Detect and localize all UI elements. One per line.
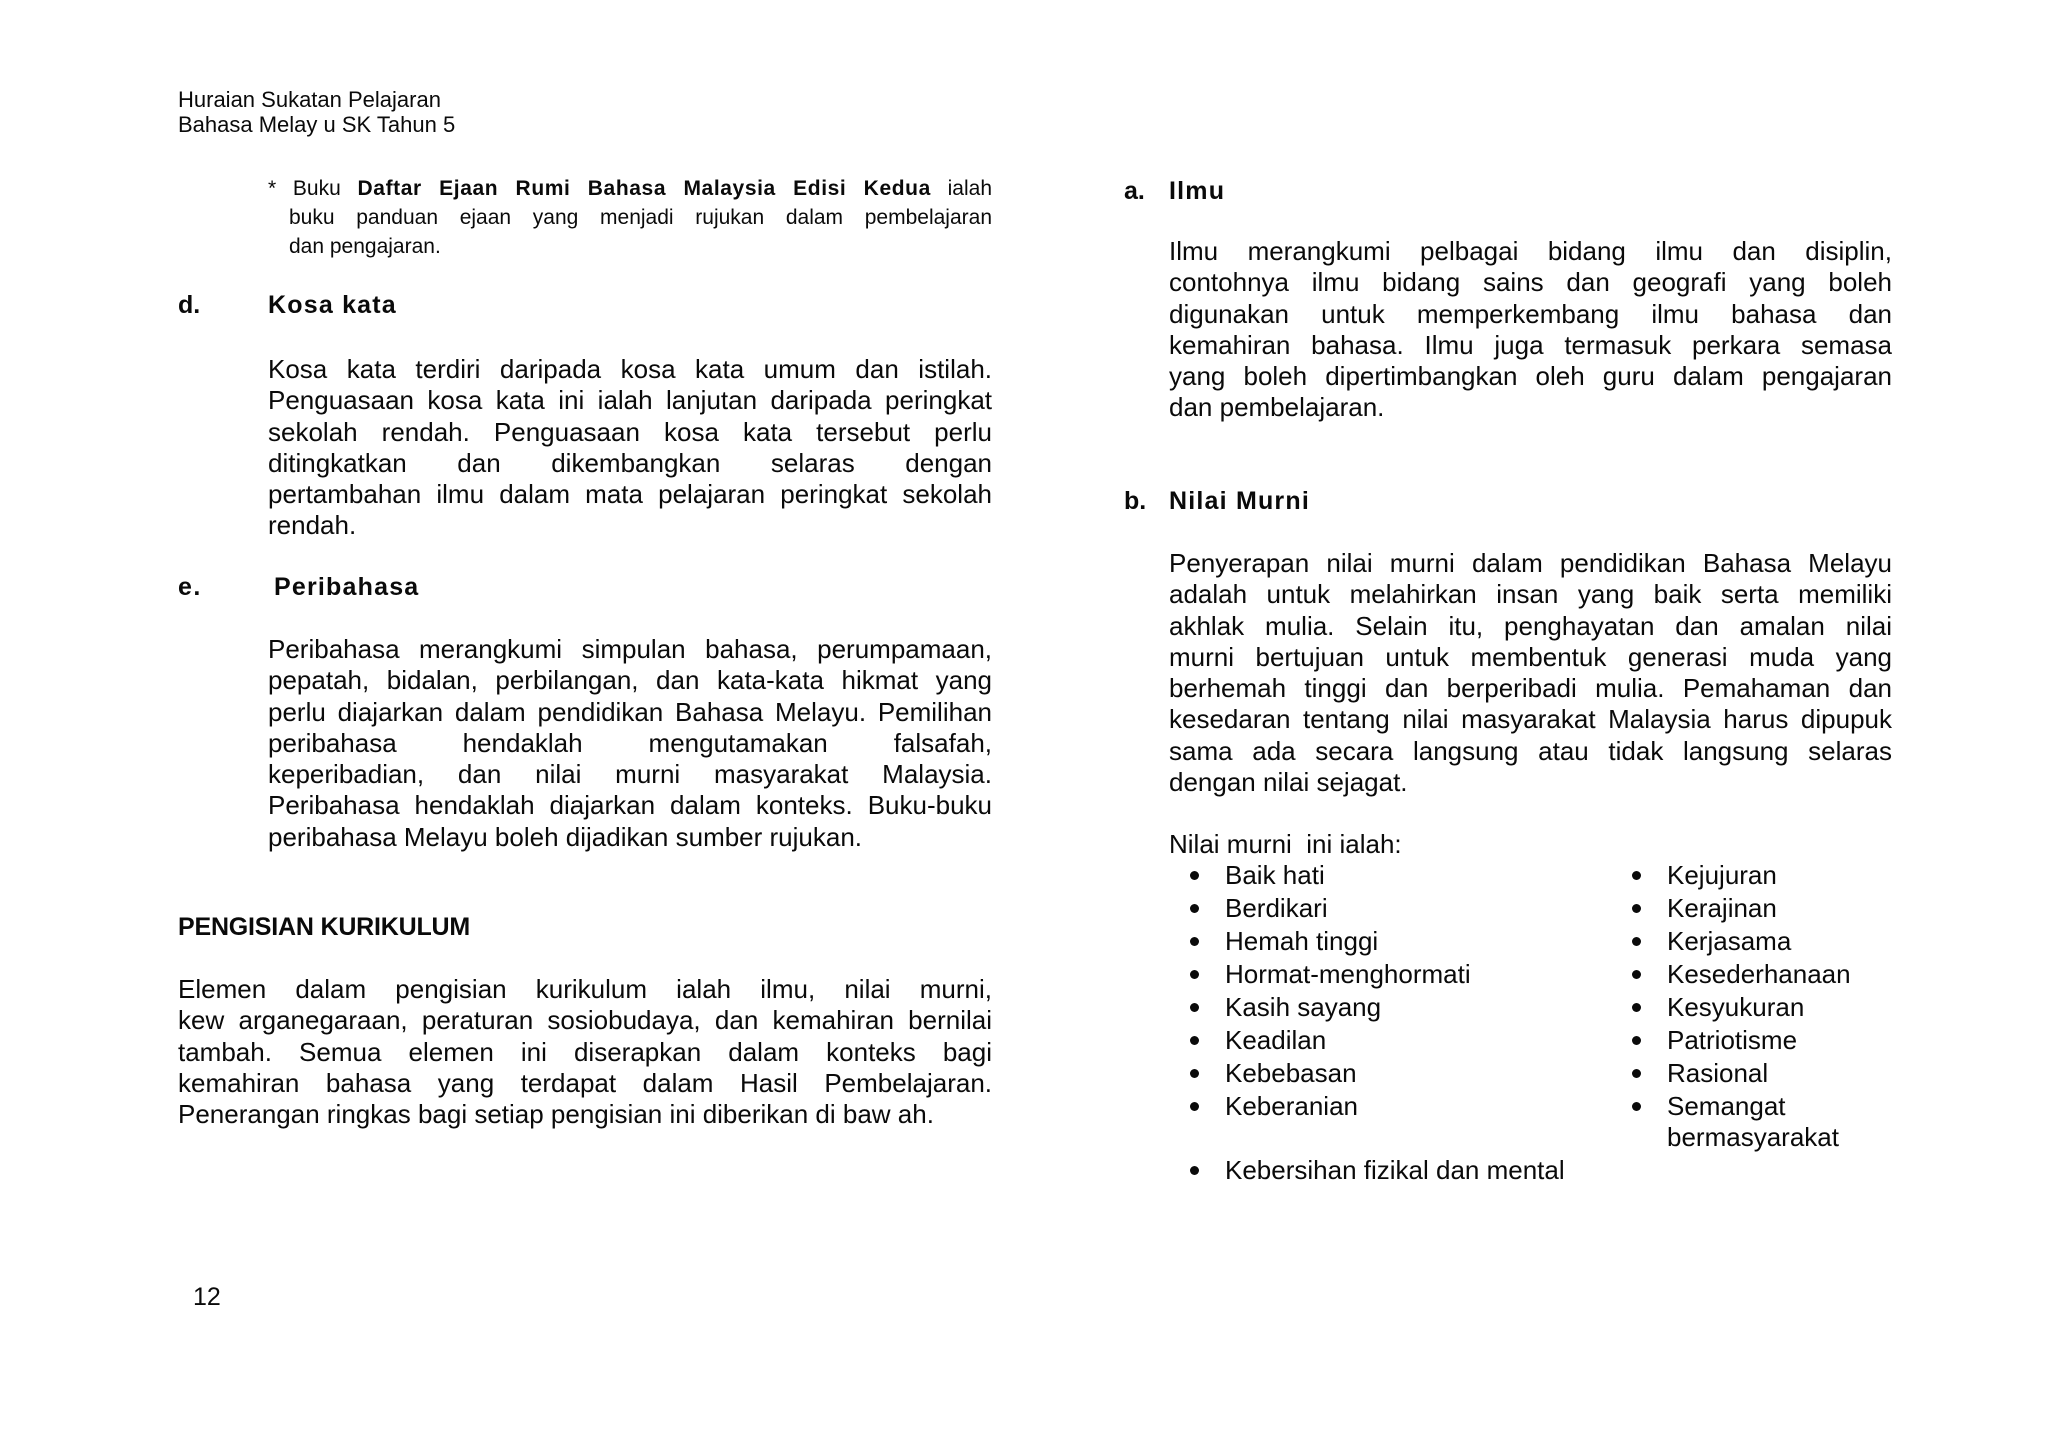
page-number: 12 xyxy=(193,1283,221,1311)
paragraph-line: Peribahasa merangkumi simpulan bahasa, perumpamaan, xyxy=(268,634,992,664)
peribahasa-paragraph xyxy=(268,634,992,853)
list-item xyxy=(1632,893,1900,924)
paragraph-line: kew arganegaraan, peraturan sosiobudaya, dan kemahiran bernilai xyxy=(178,1005,992,1036)
section-marker-e: e. xyxy=(178,573,202,601)
list-item-label: Kerajinan xyxy=(1667,892,1777,923)
spelling-book-note xyxy=(268,174,992,203)
bullet-icon xyxy=(1632,904,1641,913)
bullet-icon xyxy=(1190,871,1199,880)
section-heading-peribahasa: Peribahasa xyxy=(274,573,420,601)
list-item-label: Kesederhanaan xyxy=(1667,958,1851,989)
note-line xyxy=(268,174,992,203)
curriculum-paragraph xyxy=(178,974,992,1130)
paragraph-line: kesedaran tentang nilai masyarakat Malaysia harus dipupuk xyxy=(1169,704,1892,735)
list-item xyxy=(1190,893,1632,924)
note-prefix: * Buku xyxy=(268,177,341,200)
paragraph-line: dan pembelajaran. xyxy=(1169,392,1385,423)
bullet-icon xyxy=(1190,937,1199,946)
paragraph-line: ditingkatkan dan dikembangkan selaras dengan xyxy=(268,447,992,478)
bullet-icon xyxy=(1632,1036,1641,1045)
bullet-icon xyxy=(1632,1003,1641,1012)
section-heading-ilmu: Ilmu xyxy=(1169,177,1226,205)
section-heading-nilai-murni: Nilai Murni xyxy=(1169,487,1310,515)
list-item xyxy=(1632,926,1900,957)
running-header xyxy=(178,87,455,137)
list-item-label: Kesyukuran xyxy=(1667,991,1805,1022)
curriculum-heading: PENGISIAN KURIKULUM xyxy=(178,913,471,941)
bullet-icon xyxy=(1632,1069,1641,1078)
list-item-label: Kasih sayang xyxy=(1225,991,1382,1022)
paragraph-line: sekolah rendah. Penguasaan kosa kata tersebut perlu xyxy=(268,416,992,447)
paragraph-line: sama ada secara langsung atau tidak langsung selaras xyxy=(1169,735,1892,766)
paragraph-line: keperibadian, dan nilai murni masyarakat Malaysia. xyxy=(268,759,992,790)
bullet-icon xyxy=(1190,970,1199,979)
ilmu-paragraph xyxy=(1169,236,1892,424)
paragraph-line: kemahiran bahasa yang terdapat dalam Hasil Pembelajaran. xyxy=(178,1067,992,1098)
list-item xyxy=(1632,1091,1900,1154)
section-marker-d: d. xyxy=(178,291,201,319)
kosa-kata-paragraph xyxy=(268,354,992,542)
list-item-label: Rasional xyxy=(1667,1057,1769,1088)
bullet-icon xyxy=(1190,1003,1199,1012)
paragraph-line: digunakan untuk memperkembang ilmu bahasa dan xyxy=(1169,298,1892,329)
paragraph-line: dengan nilai sejagat. xyxy=(1169,767,1408,798)
list-item-label: Kebersihan fizikal dan mental xyxy=(1225,1155,1565,1186)
paragraph-line: Ilmu merangkumi pelbagai bidang ilmu dan disiplin, xyxy=(1169,236,1892,266)
paragraph-line: adalah untuk melahirkan insan yang baik serta memiliki xyxy=(1169,579,1892,610)
paragraph-line: pepatah, bidalan, perbilangan, dan kata-kata hikmat yang xyxy=(268,665,992,696)
paragraph-line: peribahasa Melayu boleh dijadikan sumber rujukan. xyxy=(268,821,863,852)
list-item-label: Keadilan xyxy=(1225,1024,1327,1055)
list-item-label: Baik hati xyxy=(1225,860,1325,890)
paragraph-line: Elemen dalam pengisian kurikulum ialah ilmu, nilai murni, xyxy=(178,974,992,1004)
section-marker-a: a. xyxy=(1124,177,1145,205)
list-item-label: Kejujuran xyxy=(1667,860,1777,890)
list-item xyxy=(1632,1025,1900,1056)
paragraph-line: perlu diajarkan dalam pendidikan Bahasa Melayu. Pemilihan xyxy=(268,696,992,727)
bullet-icon xyxy=(1190,1036,1199,1045)
note-line: dan pengajaran. xyxy=(289,235,441,258)
note-suffix: ialah xyxy=(947,177,992,200)
list-item xyxy=(1190,959,1632,990)
list-item xyxy=(1190,992,1632,1023)
paragraph-line: Peribahasa hendaklah diajarkan dalam konteks. Buku-buku xyxy=(268,790,992,821)
note-book-title: Daftar Ejaan Rumi Bahasa Malaysia Edisi Kedua xyxy=(357,177,931,200)
list-item-label: Hemah tinggi xyxy=(1225,925,1379,956)
bullet-icon xyxy=(1190,1166,1199,1175)
list-item xyxy=(1190,1155,1632,1186)
list-item xyxy=(1190,1058,1632,1089)
paragraph-line: berhemah tinggi dan berperibadi mulia. Pemahaman dan xyxy=(1169,673,1892,704)
values-list-intro: Nilai murni ini ialah: xyxy=(1169,829,1402,859)
paragraph-line: Kosa kata terdiri daripada kosa kata umum dan istilah. xyxy=(268,354,992,384)
list-item xyxy=(1190,926,1632,957)
section-marker-b: b. xyxy=(1124,487,1147,515)
list-item xyxy=(1190,860,1632,891)
bullet-icon xyxy=(1190,904,1199,913)
list-item xyxy=(1190,1091,1632,1154)
spelling-book-note-continued xyxy=(289,203,992,261)
paragraph-line: pertambahan ilmu dalam mata pelajaran peringkat sekolah xyxy=(268,479,992,510)
values-list xyxy=(1190,860,1900,1186)
paragraph-line: akhlak mulia. Selain itu, penghayatan dan amalan nilai xyxy=(1169,610,1892,641)
paragraph-line: Penerangan ringkas bagi setiap pengisian ini diberikan di baw ah. xyxy=(178,1099,934,1130)
list-item xyxy=(1632,959,1900,990)
nilai-murni-paragraph xyxy=(1169,548,1892,798)
header-title: Huraian Sukatan Pelajaran xyxy=(178,87,441,112)
bullet-icon xyxy=(1190,1069,1199,1078)
list-item xyxy=(1632,992,1900,1023)
bullet-icon xyxy=(1632,970,1641,979)
bullet-icon xyxy=(1632,871,1641,880)
bullet-icon xyxy=(1632,1102,1641,1111)
list-item xyxy=(1190,1025,1632,1056)
list-item-label: Kerjasama xyxy=(1667,925,1792,956)
list-item xyxy=(1632,1058,1900,1089)
list-item-label: Kebebasan xyxy=(1225,1057,1357,1088)
bullet-icon xyxy=(1190,1102,1199,1111)
paragraph-line: kemahiran bahasa. Ilmu juga termasuk perkara semasa xyxy=(1169,329,1892,360)
paragraph-line: yang boleh dipertimbangkan oleh guru dalam pengajaran xyxy=(1169,361,1892,392)
paragraph-line: peribahasa hendaklah mengutamakan falsafah, xyxy=(268,727,992,758)
list-item-label: Patriotisme xyxy=(1667,1024,1798,1055)
paragraph-line: Penyerapan nilai murni dalam pendidikan Bahasa Melayu xyxy=(1169,548,1892,578)
list-item xyxy=(1632,860,1900,891)
section-heading-kosa-kata: Kosa kata xyxy=(268,291,397,319)
list-item-label: Keberanian xyxy=(1225,1090,1358,1121)
list-item-label: Berdikari xyxy=(1225,892,1328,923)
list-item-label: Hormat-menghormati xyxy=(1225,958,1471,989)
paragraph-line: tambah. Semua elemen ini diserapkan dalam konteks bagi xyxy=(178,1036,992,1067)
paragraph-line: rendah. xyxy=(268,510,357,541)
paragraph-line: murni bertujuan untuk membentuk generasi muda yang xyxy=(1169,641,1892,672)
bullet-icon xyxy=(1632,937,1641,946)
paragraph-line: Penguasaan kosa kata ini ialah lanjutan daripada peringkat xyxy=(268,385,992,416)
header-subtitle: Bahasa Melay u SK Tahun 5 xyxy=(178,112,456,137)
note-line: buku panduan ejaan yang menjadi rujukan dalam pembelajaran xyxy=(289,206,992,229)
list-item-label: Semangat bermasyarakat xyxy=(1667,1090,1839,1153)
paragraph-line: contohnya ilmu bidang sains dan geografi yang boleh xyxy=(1169,267,1892,298)
